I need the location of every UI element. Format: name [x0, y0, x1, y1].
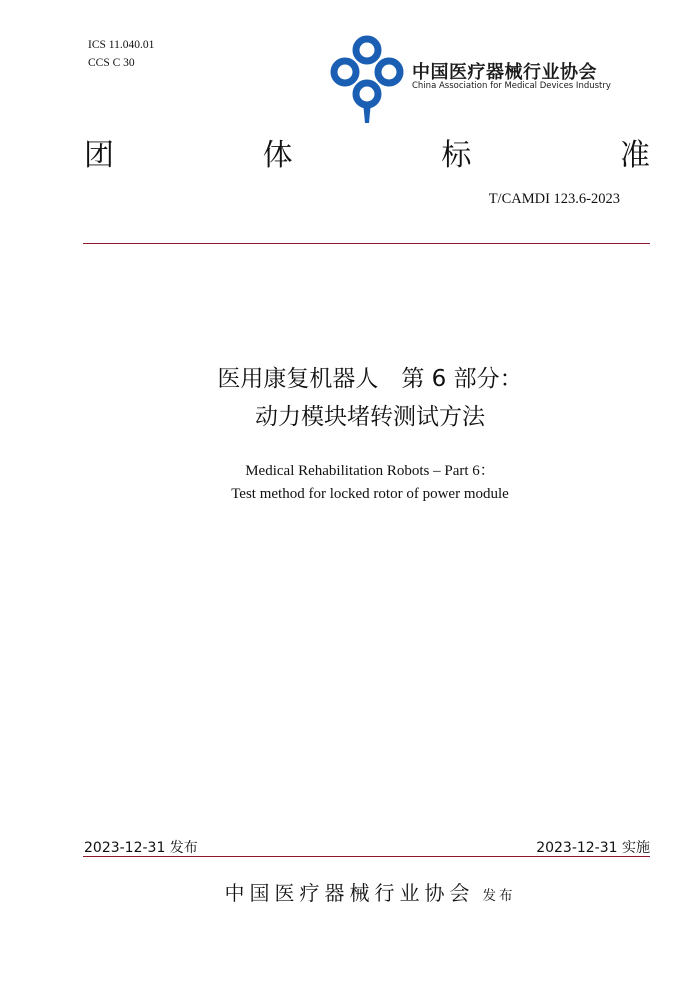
standard-type-heading [84, 130, 650, 174]
association-name-en: China Association for Medical Devices Industry [412, 81, 611, 91]
title-cn-line2: 动力模块堵转测试方法 [255, 404, 485, 430]
association-name-cn: 中国医疗器械行业协会 [412, 62, 597, 83]
title-cn-line1: 医用康复机器人 第 6 部分： [217, 366, 523, 392]
top-divider [83, 243, 650, 244]
association-logo [330, 34, 412, 124]
title-chinese [0, 360, 700, 436]
standard-type-char: 体 [262, 138, 293, 173]
issuer-verb: 发布 [482, 888, 516, 904]
publish-date: 2023-12-31 发布 [84, 840, 198, 856]
standard-type-char: 准 [619, 138, 650, 173]
ccs-code: CCS C 30 [88, 57, 135, 69]
issuer-name: 中国医疗器械行业协会 [224, 881, 475, 905]
implementation-date: 2023-12-31 实施 [536, 840, 650, 856]
ics-code: ICS 11.040.01 [88, 39, 155, 51]
title-en-line1: Medical Rehabilitation Robots – Part 6： [245, 463, 495, 479]
standard-number: T/CAMDI 123.6-2023 [488, 191, 620, 207]
standard-type-char: 团 [84, 138, 114, 173]
classification-codes [88, 36, 154, 72]
title-en-line2: Test method for locked rotor of power module [231, 486, 509, 502]
bottom-divider [83, 856, 650, 857]
standard-type-char: 标 [441, 138, 472, 173]
title-english [0, 460, 700, 506]
issuer-line [0, 877, 700, 906]
